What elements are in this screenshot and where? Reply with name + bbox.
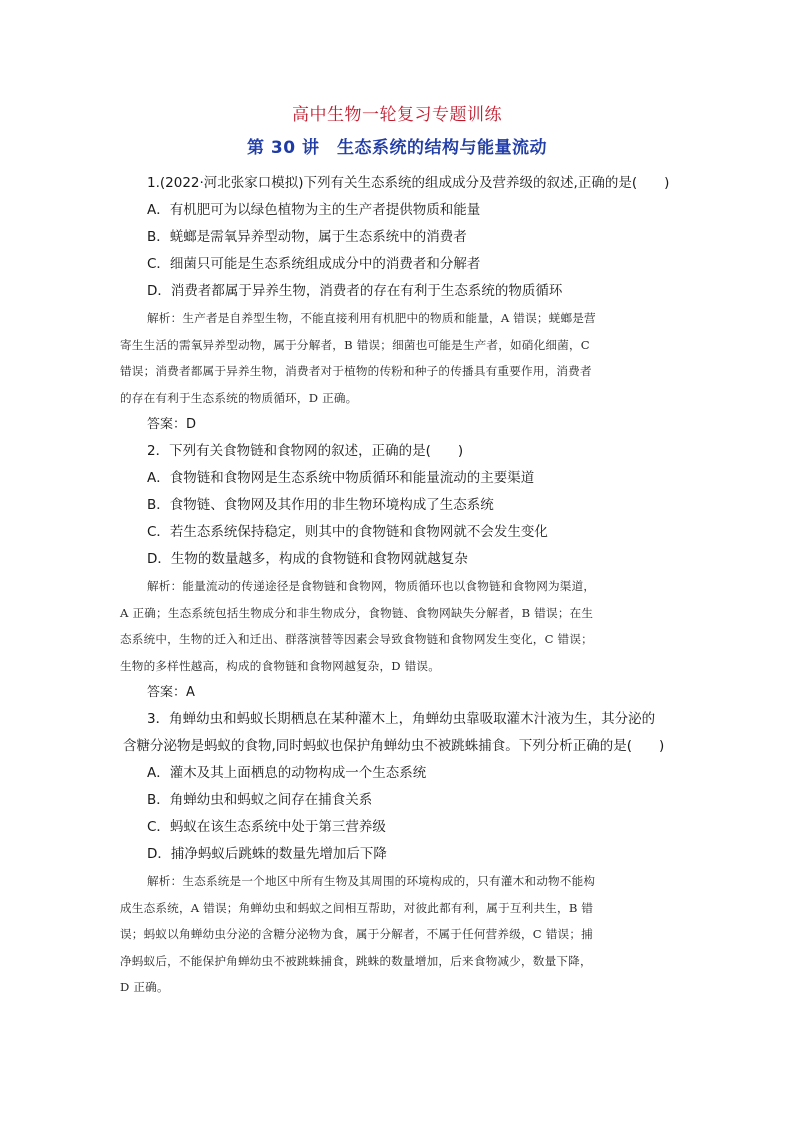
- document-title: 高中生物一轮复习专题训练: [292, 105, 502, 125]
- explanation-line: 态系统中，生物的迁入和迁出、群落演替等因素会导致食物链和食物网发生变化，C 错误；: [120, 632, 593, 646]
- option-a: A．食物链和食物网是生态系统中物质循环和能量流动的主要渠道: [147, 470, 535, 486]
- explanation-line: 的存在有利于生态系统的物质循环，D 正确。: [120, 390, 358, 405]
- explanation-line: D 正确。: [120, 980, 169, 994]
- explanation-line: 寄生生活的需氧异养型动物，属于分解者，B 错误；细菌也可能是生产者，如硝化细菌，C: [120, 337, 590, 352]
- answer: 答案：D: [147, 417, 197, 432]
- option-d: D．消费者都属于异养生物，消费者的存在有利于生态系统的物质循环: [147, 283, 563, 299]
- option-d: D．生物的数量越多，构成的食物链和食物网就越复杂: [147, 551, 468, 567]
- option-d: D．捕净蚂蚁后跳蛛的数量先增加后下降: [147, 846, 387, 862]
- explanation: [120, 868, 675, 1001]
- explanation-line: 解析：生态系统是一个地区中所有生物及其周围的环境构成的，只有灌木和动物不能构: [147, 874, 596, 888]
- question-1: [120, 170, 677, 438]
- explanation-line: 生物的多样性越高，构成的食物链和食物网越复杂，D 错误。: [120, 658, 441, 673]
- explanation-line: 解析：生产者是自养型生物，不能直接利用有机肥中的物质和能量，A 错误；蜣螂是营: [147, 311, 596, 325]
- question-3: [120, 706, 677, 1001]
- option-c: C．蚂蚁在该生态系统中处于第三营养级: [147, 819, 386, 835]
- option-a: A．有机肥可为以绿色植物为主的生产者提供物质和能量: [147, 202, 481, 218]
- explanation-line: 净蚂蚁后，不能保护角蝉幼虫不被跳蛛捕食，跳蛛的数量增加，后来食物减少，数量下降，: [120, 953, 592, 968]
- option-c: C．若生态系统保持稳定，则其中的食物链和食物网就不会发生变化: [147, 524, 548, 540]
- explanation-line: A 正确；生态系统包括生物成分和非生物成分，食物链、食物网缺失分解者，B 错误；在生: [120, 605, 594, 620]
- explanation-line: 误；蚂蚁以角蝉幼虫分泌的含糖分泌物为食，属于分解者，不属于任何营养级，C 错误；捕: [120, 927, 593, 941]
- lesson-title: 第 30 讲 生态系统的结构与能量流动: [247, 138, 547, 158]
- option-a: A．灌木及其上面栖息的动物构成一个生态系统: [147, 765, 427, 781]
- questions-container: [120, 170, 677, 1001]
- answer: 答案：A: [147, 685, 195, 700]
- question-stem: 1.(2022·河北张家口模拟)下列有关生态系统的组成成分及营养级的叙述,正确的是( ): [147, 175, 670, 191]
- explanation-line: 解析：能量流动的传递途径是食物链和食物网，物质循环也以食物链和食物网为渠道，: [147, 579, 596, 593]
- option-c: C．细菌只可能是生态系统组成成分中的消费者和分解者: [147, 256, 481, 272]
- question-stem: 3．角蝉幼虫和蚂蚁长期栖息在某种灌木上，角蝉幼虫靠吸取灌木汁液为生，其分泌的: [147, 711, 656, 727]
- explanation: [120, 305, 675, 411]
- explanation: [120, 573, 675, 679]
- question-stem: 2．下列有关食物链和食物网的叙述，正确的是( ): [147, 443, 464, 459]
- question-2: [120, 438, 677, 706]
- option-b: B．食物链、食物网及其作用的非生物环境构成了生态系统: [147, 497, 494, 513]
- explanation-line: 成生态系统，A 错误；角蝉幼虫和蚂蚁之间相互帮助，对彼此都有利，属于互利共生，B 错: [120, 900, 594, 915]
- question-stem-cont: 含糖分泌物是蚂蚁的食物,同时蚂蚁也保护角蝉幼虫不被跳蛛捕食。下列分析正确的是( ): [123, 738, 665, 754]
- option-b: B．角蝉幼虫和蚂蚁之间存在捕食关系: [147, 792, 373, 808]
- option-b: B．蜣螂是需氧异养型动物，属于生态系统中的消费者: [147, 229, 467, 245]
- explanation-line: 错误；消费者都属于异养生物，消费者对于植物的传粉和种子的传播具有重要作用，消费者: [120, 364, 592, 378]
